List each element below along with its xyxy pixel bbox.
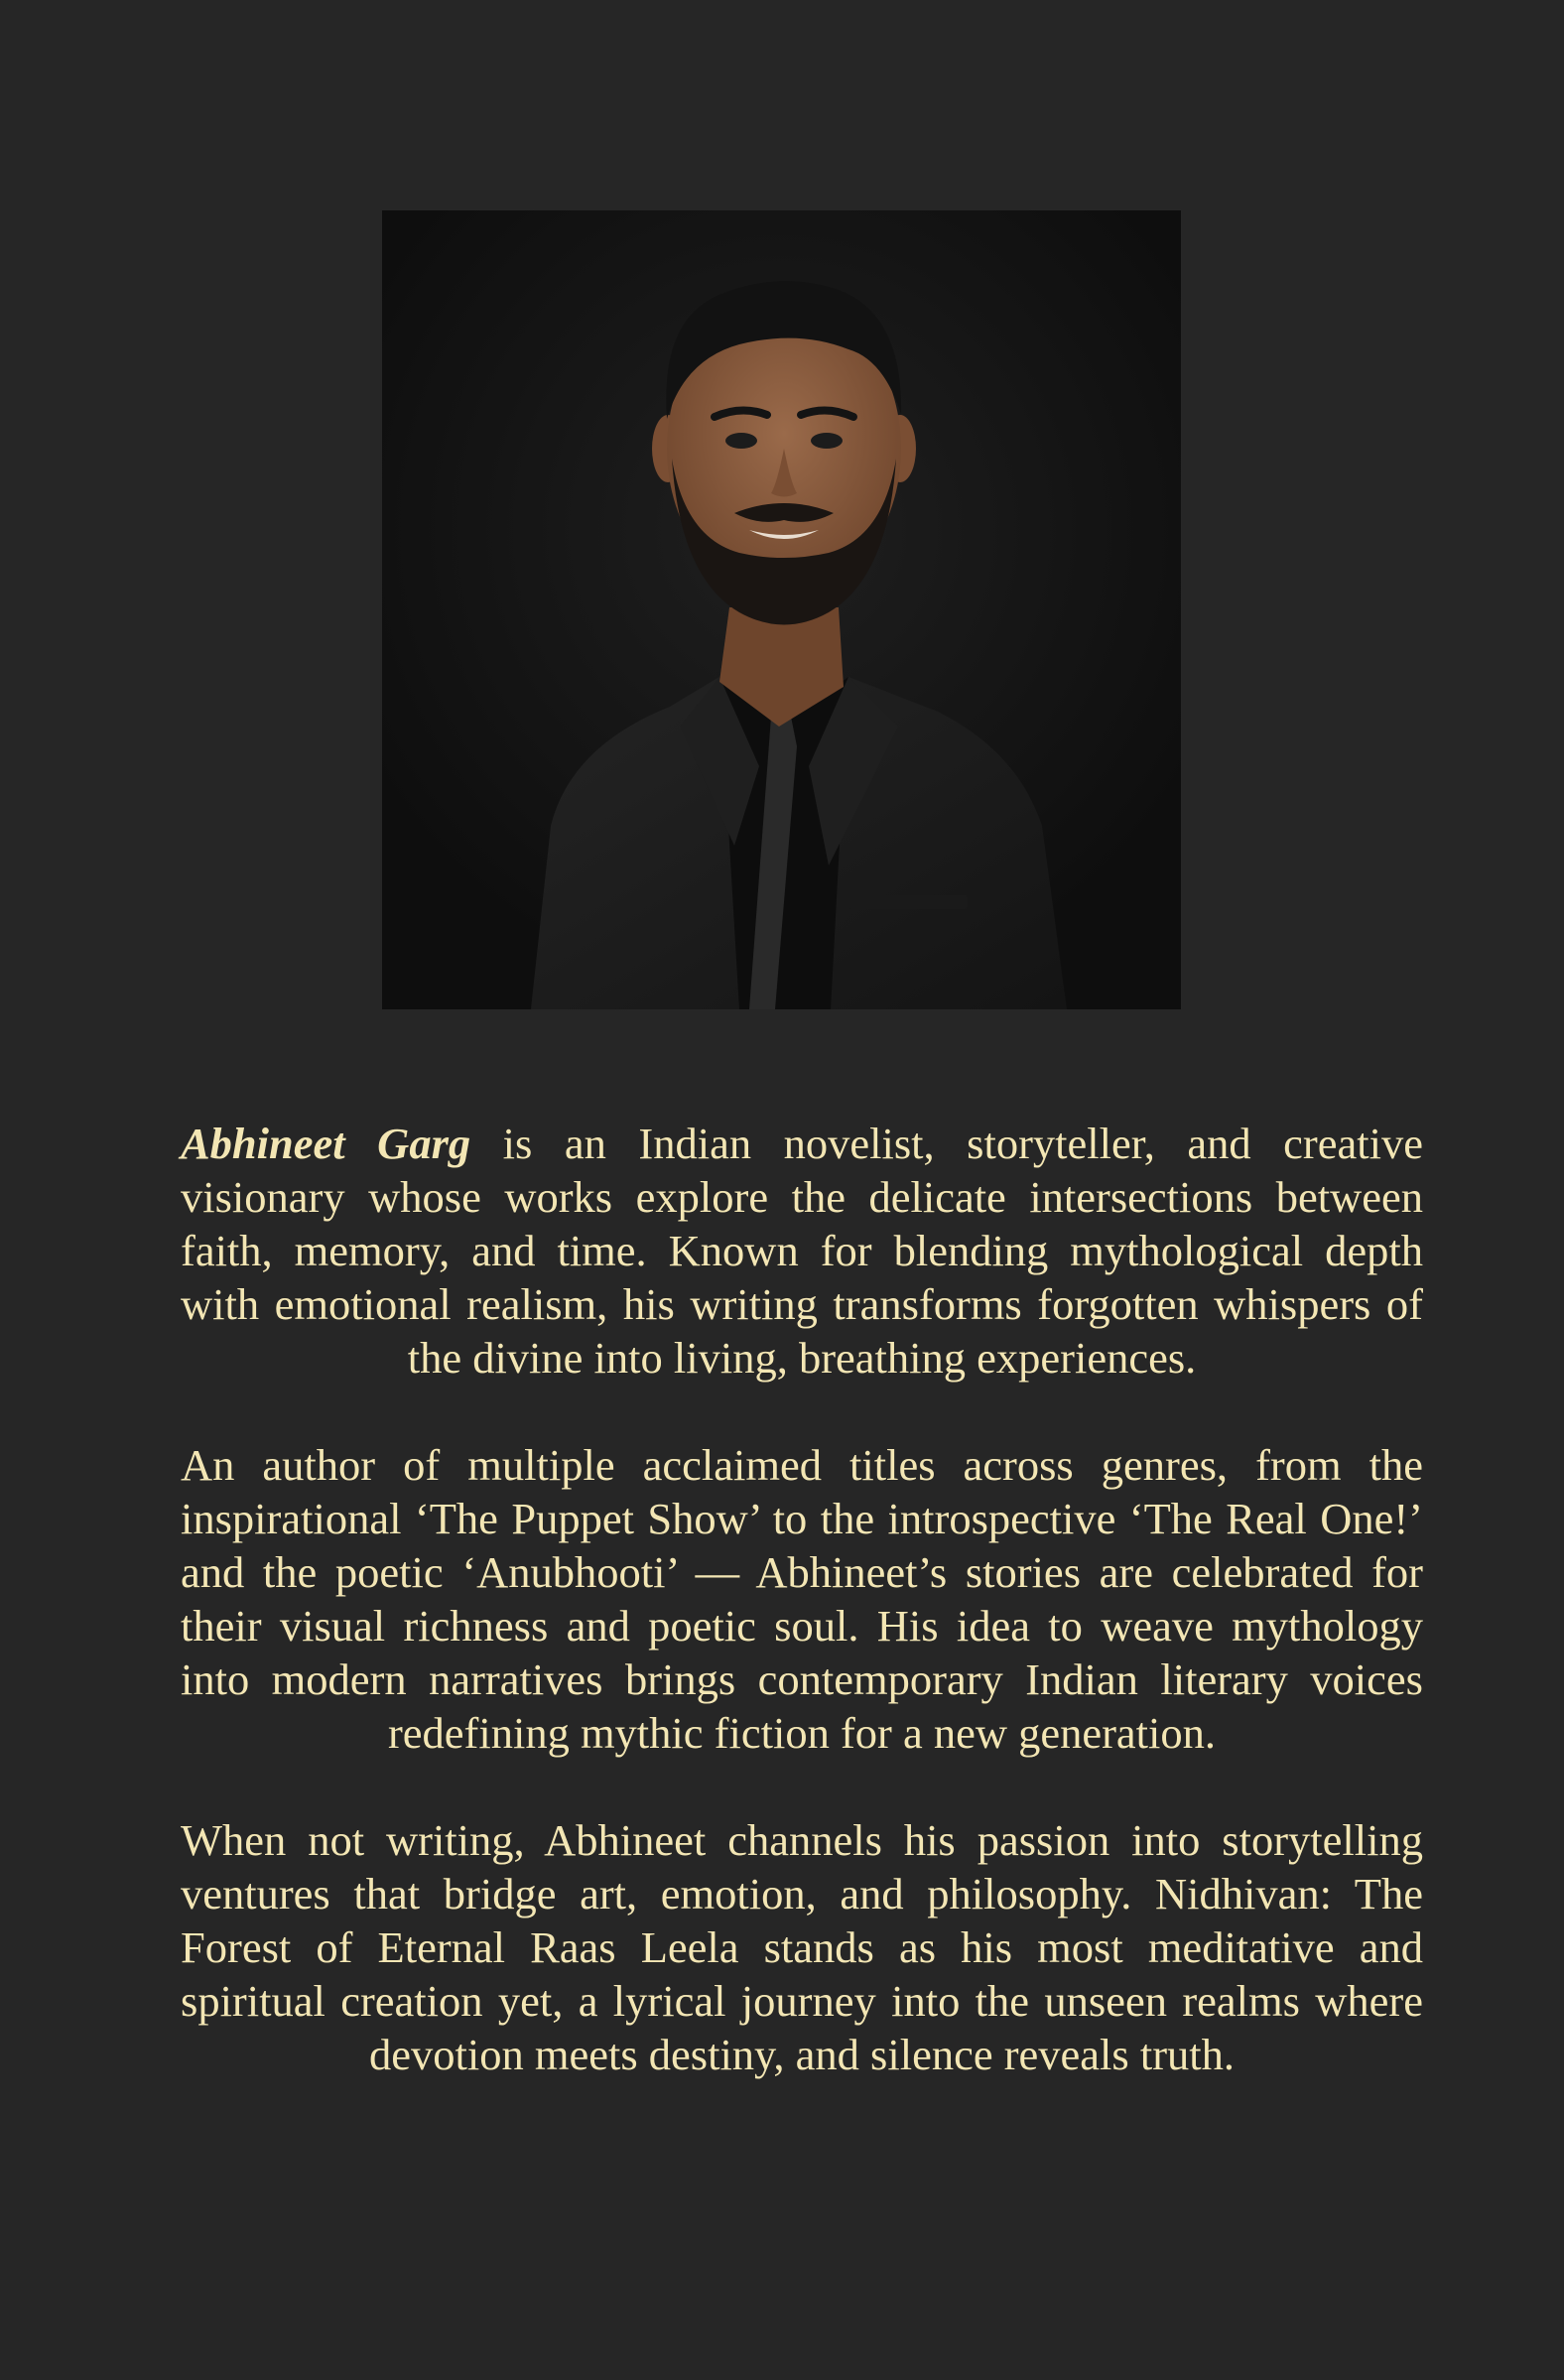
author-name: Abhineet Garg (181, 1119, 471, 1168)
bio-paragraph-1-text: is an Indian novelist, storyteller, and creative visionary whose works explore the delicate intersections between faith, memory, and time. Known for blending mythological depth with emotional realism, his writing transforms forgotten whispers of the divine into living, breathing experiences. (181, 1119, 1423, 1383)
bio-paragraph-1 (181, 1117, 1423, 1385)
bio-paragraph-3: When not writing, Abhineet channels his passion into storytelling ventures that bridge art, emotion, and philosophy. Nidhivan: The Forest of Eternal Raas Leela stands as his most meditative and spiritual creation yet, a lyrical journey into the unseen realms where devotion meets destiny, and silence reveals truth. (181, 1815, 1423, 2079)
author-portrait (382, 210, 1181, 1009)
author-bio (181, 1117, 1423, 2081)
bio-paragraph-2: An author of multiple acclaimed titles across genres, from the inspirational ‘The Puppet Show’ to the introspective ‘The Real One!’ and the poetic ‘Anubhooti’ — Abhineet’s stories are celebrated for their visual richness and poetic soul. His idea to weave mythology into modern narratives brings contemporary Indian literary voices redefining mythic fiction for a new generation. (181, 1440, 1423, 1758)
author-portrait-photo (382, 210, 1181, 1009)
